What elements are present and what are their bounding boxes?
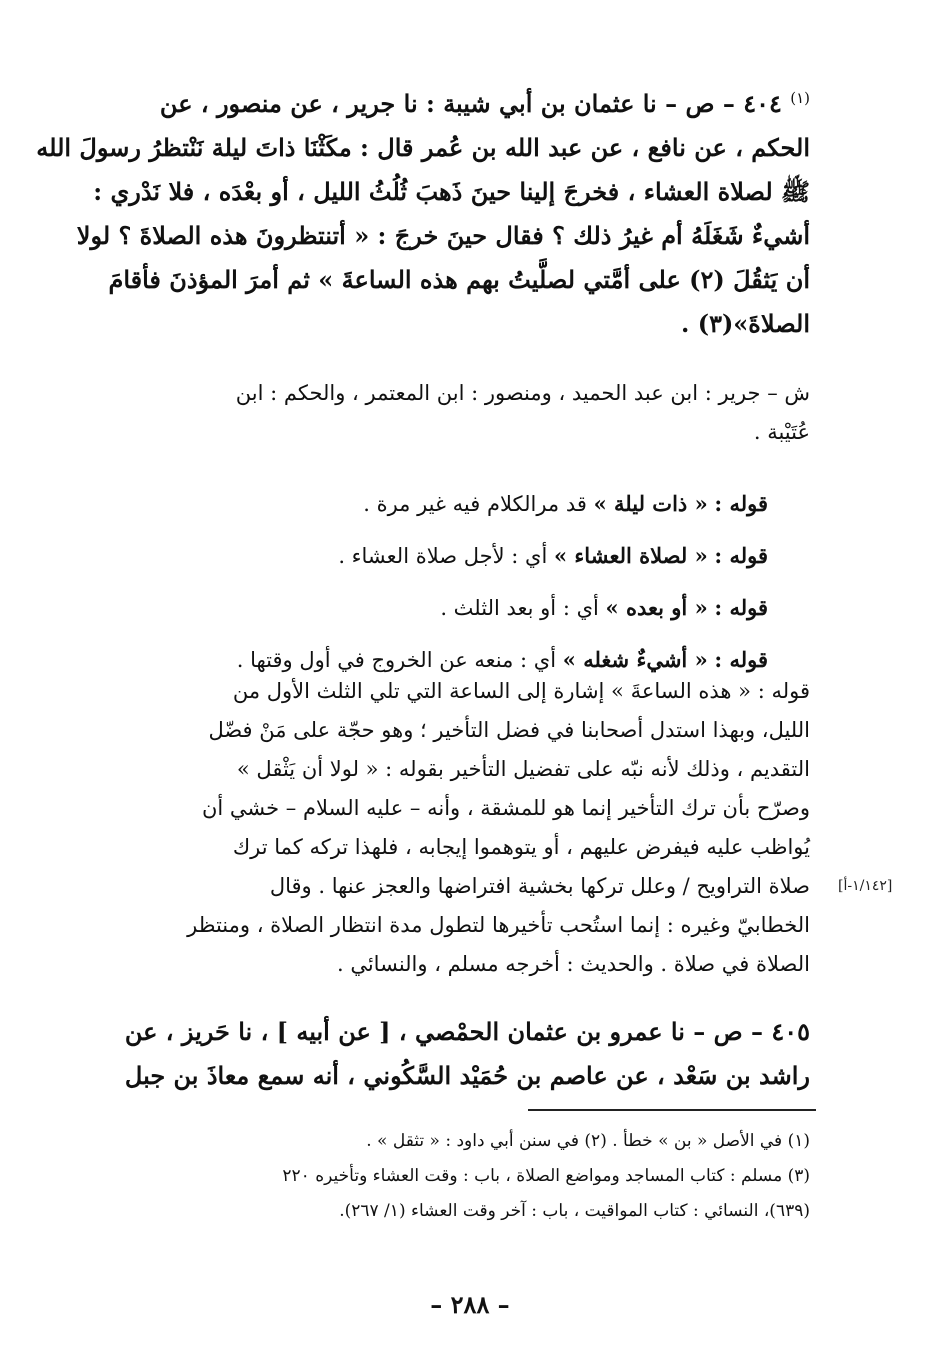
- commentary-line: وصرّح بأن ترك التأخير إنما هو للمشقة ، وأنه – عليه السلام – خشي أن: [201, 796, 810, 820]
- manuscript-folio-reference: [١/١٤٢-أ]: [838, 878, 893, 894]
- commentary-line: يُواظب عليه فيفرض عليهم ، أو يتوهموا إيجابه ، فلهذا تركه كما ترك: [232, 835, 810, 859]
- hadith-404-line: الصلاةَ»(٣) .: [680, 309, 810, 338]
- commentary-this-hour: [122, 672, 810, 984]
- footnote-line: (٣) مسلم : كتاب المساجد ومواضع الصلاة ، باب : وقت العشاء وتأخيره ٢٢٠: [282, 1166, 810, 1186]
- hadith-404-line: الحكم ، عن نافع ، عن عبد الله بن عُمر قال : مكَثْنَا ذاتَ ليلة نَنْتظرُ رسولَ الله: [36, 133, 810, 162]
- commentary-narrators: [122, 374, 810, 452]
- footnote-line: (٦٣٩)، النسائي : كتاب المواقيت ، باب : آخر وقت العشاء (١/ ٢٦٧).: [339, 1201, 810, 1221]
- commentary-line: قوله : « هذه الساعةَ » إشارة إلى الساعة التي تلي الثلث الأول من: [232, 679, 810, 703]
- footnote-divider: [528, 1109, 816, 1111]
- commentary-line: التقديم ، وذلك لأنه نبّه على تفضيل التأخير بقوله : « لولا أن يَثْقل »: [236, 757, 810, 781]
- commentary-line: الخطابيّ وغيره : إنما استُحب تأخيرها لتطول مدة انتظار الصلاة ، ومنتظر: [187, 913, 810, 937]
- hadith-405-line: ٤٠٥ – ص – نا عمرو بن عثمان الحمْصي ، [ عن أبيه ] ، نا حَريز ، عن: [124, 1017, 810, 1046]
- hadith-404-line: أن يَثقُلَ (٢) على أمَّتي لصلَّيتُ بهم هذه الساعةَ » ثم أمرَ المؤذنَ فأقامَ: [108, 265, 810, 294]
- commentary-line: ش – جرير : ابن عبد الحميد ، ومنصور : ابن المعتمر ، والحكم : ابن: [235, 381, 810, 405]
- word-note: قوله : « أشيءٌ شغله » أي : منعه عن الخروج في أول وقتها .: [236, 647, 768, 672]
- hadith-404-line: ﷺ لصلاة العشاء ، فخرجَ إلينا حينَ ذَهبَ ثُلُثُ الليل ، أو بعْدَه ، فلا نَدْري :: [93, 177, 810, 206]
- commentary-line: الليل، وبهذا استدل أصحابنا في فضل التأخير ؛ وهو حجّة على مَنْ فضّل: [208, 718, 810, 742]
- word-note: قوله : « أو بعده » أي : أو بعد الثلث .: [440, 595, 768, 620]
- hadith-404-line: أشيءٌ شَغَلَهُ أم غيرُ ذلك ؟ فقال حينَ خرجَ : « أتنتظرونَ هذه الصلاةَ ؟ لولا: [76, 221, 810, 250]
- word-note: قوله : « ذات ليلة » قد مرالكلام فيه غير مرة .: [363, 491, 768, 516]
- commentary-line: عُتَيْبة .: [753, 420, 810, 444]
- commentary-line: صلاة التراويح / وعلل تركها بخشية افتراضها والعجز عنها . وقال: [269, 874, 810, 898]
- footnote-marker: (١): [790, 89, 810, 107]
- footnotes: [122, 1124, 810, 1229]
- page-number: – ٢٨٨ –: [430, 1290, 510, 1319]
- word-notes: [122, 478, 810, 686]
- hadith-405-line: راشد بن سَعْد ، عن عاصم بن حُمَيْد السَّكُوني ، أنه سمع معاذَ بن جبل: [124, 1061, 810, 1090]
- hadith-404: [36, 76, 810, 346]
- hadith-405: [122, 1010, 810, 1098]
- word-note: قوله : « لصلاة العشاء » أي : لأجل صلاة العشاء .: [338, 543, 768, 568]
- hadith-404-line: $^{(١)}$ ٤٠٤ – ص – نا عثمان بن أبي شيبة : نا جرير ، عن منصور ، عن: [159, 89, 810, 118]
- footnote-line: (١) في الأصل « بن » خطأ . (٢) في سنن أبي داود : « تثقل » .: [366, 1131, 810, 1151]
- commentary-line: الصلاة في صلاة . والحديث : أخرجه مسلم ، والنسائي .: [336, 952, 810, 976]
